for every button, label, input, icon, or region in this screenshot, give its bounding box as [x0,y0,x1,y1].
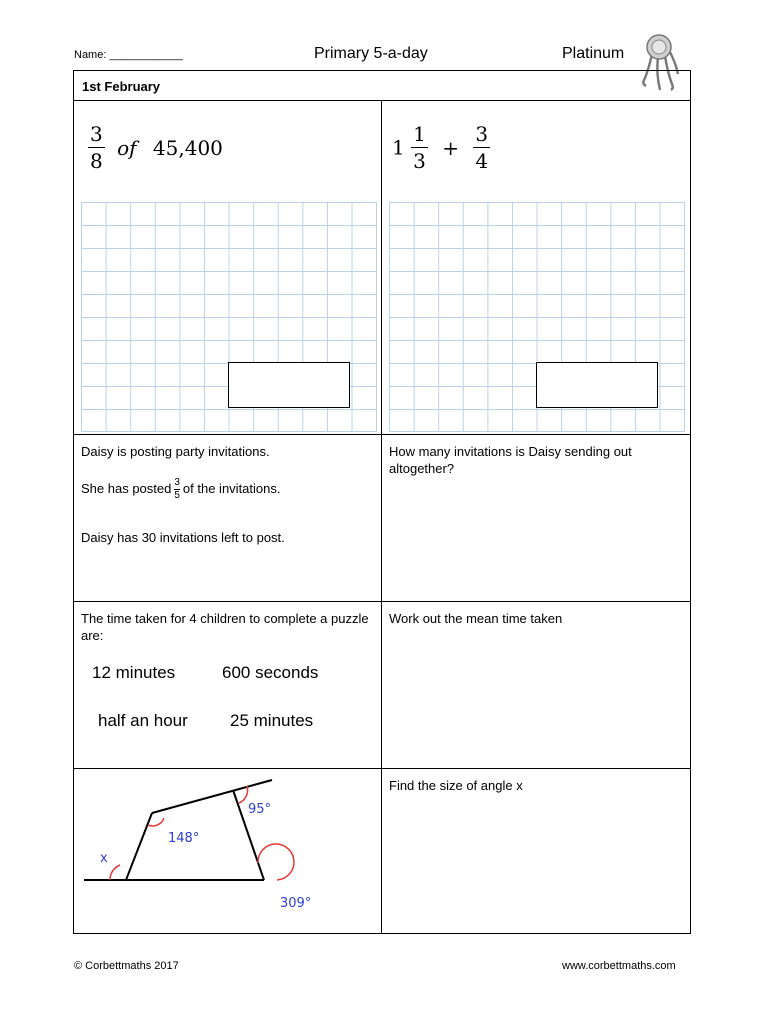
amount: 45,400 [152,135,223,160]
time-3: half an hour [98,711,188,730]
q3-line-2 [81,478,280,501]
q3-line-3: Daisy has 30 invitations left to post. [81,530,285,545]
date-bar [74,71,690,101]
question-2-expression [392,124,490,171]
time-2: 600 seconds [222,663,319,682]
denominator: 8 [90,149,103,173]
numerator: 3 [174,477,180,488]
worksheet-title: Primary 5-a-day [314,45,428,62]
fraction [473,124,490,171]
answer-box-1[interactable] [228,362,350,408]
denominator: 3 [413,149,426,173]
angle-label-309: 309° [280,896,312,911]
fraction [411,124,428,171]
row-divider [74,434,690,435]
fraction [174,478,180,501]
angle-label-95: 95° [248,802,272,817]
answer-box-2[interactable] [536,362,658,408]
date-label: 1st February [82,79,161,94]
question-1-expression [88,124,223,171]
whole-number: 1 [392,135,405,160]
copyright-text: © Corbettmaths 2017 [74,960,179,972]
column-divider [381,101,382,934]
plus-sign: + [442,135,459,160]
q3-line-2-end: of the invitations. [182,480,281,496]
numerator: 1 [413,122,426,146]
q3-line-1: Daisy is posting party invitations. [81,444,270,459]
fraction [88,124,105,171]
q3-line-2-start: She has posted [81,480,172,496]
q4-intro: The time taken for 4 children to complete a puzzle are: [81,611,369,643]
time-4: 25 minutes [230,711,314,730]
time-1: 12 minutes [92,663,176,682]
website-link[interactable]: www.corbettmaths.com [562,960,676,972]
level-label: Platinum [562,45,625,62]
angle-label-x: x [100,851,108,866]
angle-arc-309 [258,844,294,880]
numerator: 3 [90,122,103,146]
row-divider [74,601,690,602]
name-field-label: Name: ____________ [74,49,183,61]
numerator: 3 [475,122,489,146]
angle-arc-x [110,865,120,880]
of-word: of [117,135,137,160]
q5-question: Find the size of angle x [389,778,523,793]
denominator: 4 [475,149,489,173]
denominator: 5 [174,490,180,501]
angle-label-148: 148° [168,831,200,846]
q4-question: Work out the mean time taken [389,611,563,626]
angle-diagram [74,769,381,934]
q3-question: How many invitations is Daisy sending out altogether? [389,444,632,476]
left-side [126,813,152,880]
